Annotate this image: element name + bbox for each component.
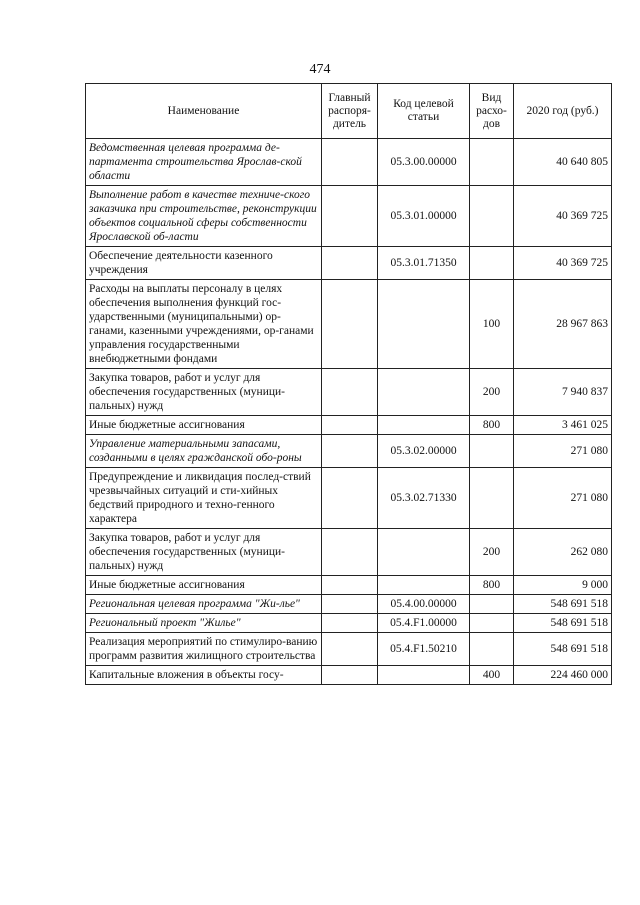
row-code: 05.4.00.00000 [378,595,470,614]
row-name: Региональный проект "Жилье" [86,614,322,633]
row-admin [322,633,378,666]
row-type [470,633,514,666]
row-type: 800 [470,576,514,595]
row-amount: 28 967 863 [514,280,612,369]
table-row [86,435,612,468]
table-row [86,529,612,576]
row-code: 05.3.01.00000 [378,186,470,247]
table-row [86,247,612,280]
row-admin [322,186,378,247]
header-type: Вид расхо-дов [470,84,514,139]
table-row [86,614,612,633]
row-type [470,468,514,529]
row-amount: 40 369 725 [514,247,612,280]
row-code [378,576,470,595]
row-admin [322,468,378,529]
row-amount: 271 080 [514,468,612,529]
row-admin [322,666,378,685]
table-row [86,280,612,369]
row-type [470,435,514,468]
row-name: Региональная целевая программа "Жи-лье" [86,595,322,614]
row-code [378,416,470,435]
row-admin [322,614,378,633]
row-type [470,595,514,614]
row-amount: 548 691 518 [514,595,612,614]
row-code [378,666,470,685]
table-row [86,468,612,529]
table-row [86,186,612,247]
row-type: 100 [470,280,514,369]
table-row [86,416,612,435]
row-type [470,139,514,186]
row-name: Реализация мероприятий по стимулиро-ванию программ развития жилищного строительства [86,633,322,666]
table-row [86,369,612,416]
header-amount: 2020 год (руб.) [514,84,612,139]
row-name: Расходы на выплаты персоналу в целях обеспечения выполнения функций гос-ударственными (муниципальными) ор-ганами, казенными учреждениями, ор-ганами управления государственными внебюджетными фондами [86,280,322,369]
row-admin [322,139,378,186]
table-row [86,595,612,614]
row-type [470,247,514,280]
table-row [86,633,612,666]
row-amount: 40 640 805 [514,139,612,186]
row-admin [322,247,378,280]
row-code [378,529,470,576]
header-admin: Главный распоря-дитель [322,84,378,139]
row-name: Предупреждение и ликвидация послед-ствий чрезвычайных ситуаций и сти-хийных бедствий природного и техно-генного характера [86,468,322,529]
header-name: Наименование [86,84,322,139]
row-name: Управление материальными запасами, созданными в целях гражданской обо-роны [86,435,322,468]
row-name: Обеспечение деятельности казенного учреждения [86,247,322,280]
row-name: Закупка товаров, работ и услуг для обеспечения государственных (муници-пальных) нужд [86,529,322,576]
row-amount: 224 460 000 [514,666,612,685]
row-admin [322,576,378,595]
budget-table [85,83,612,685]
table-row [86,666,612,685]
row-code: 05.3.02.71330 [378,468,470,529]
row-type: 800 [470,416,514,435]
row-admin [322,435,378,468]
row-amount: 548 691 518 [514,633,612,666]
row-name: Иные бюджетные ассигнования [86,576,322,595]
row-amount: 548 691 518 [514,614,612,633]
row-amount: 40 369 725 [514,186,612,247]
row-admin [322,416,378,435]
row-code: 05.4.F1.50210 [378,633,470,666]
row-type: 200 [470,529,514,576]
row-type [470,614,514,633]
row-type: 200 [470,369,514,416]
row-code: 05.4.F1.00000 [378,614,470,633]
row-code [378,369,470,416]
row-admin [322,280,378,369]
row-amount: 271 080 [514,435,612,468]
header-code: Код целевой статьи [378,84,470,139]
row-name: Закупка товаров, работ и услуг для обеспечения государственных (муници-пальных) нужд [86,369,322,416]
row-amount: 9 000 [514,576,612,595]
row-amount: 3 461 025 [514,416,612,435]
row-code [378,280,470,369]
row-type: 400 [470,666,514,685]
row-name: Капитальные вложения в объекты госу- [86,666,322,685]
row-admin [322,369,378,416]
row-admin [322,595,378,614]
row-code: 05.3.02.00000 [378,435,470,468]
table-row [86,139,612,186]
row-name: Ведомственная целевая программа де-партамента строительства Ярослав-ской области [86,139,322,186]
row-code: 05.3.00.00000 [378,139,470,186]
row-name: Иные бюджетные ассигнования [86,416,322,435]
table-header-row [86,84,612,139]
row-code: 05.3.01.71350 [378,247,470,280]
row-amount: 262 080 [514,529,612,576]
row-type [470,186,514,247]
row-admin [322,529,378,576]
page-number: 474 [309,62,331,77]
row-name: Выполнение работ в качестве техниче-ского заказчика при строительстве, реконструкции объектов социальной сферы собственности Ярославской об-ласти [86,186,322,247]
row-amount: 7 940 837 [514,369,612,416]
table-row [86,576,612,595]
